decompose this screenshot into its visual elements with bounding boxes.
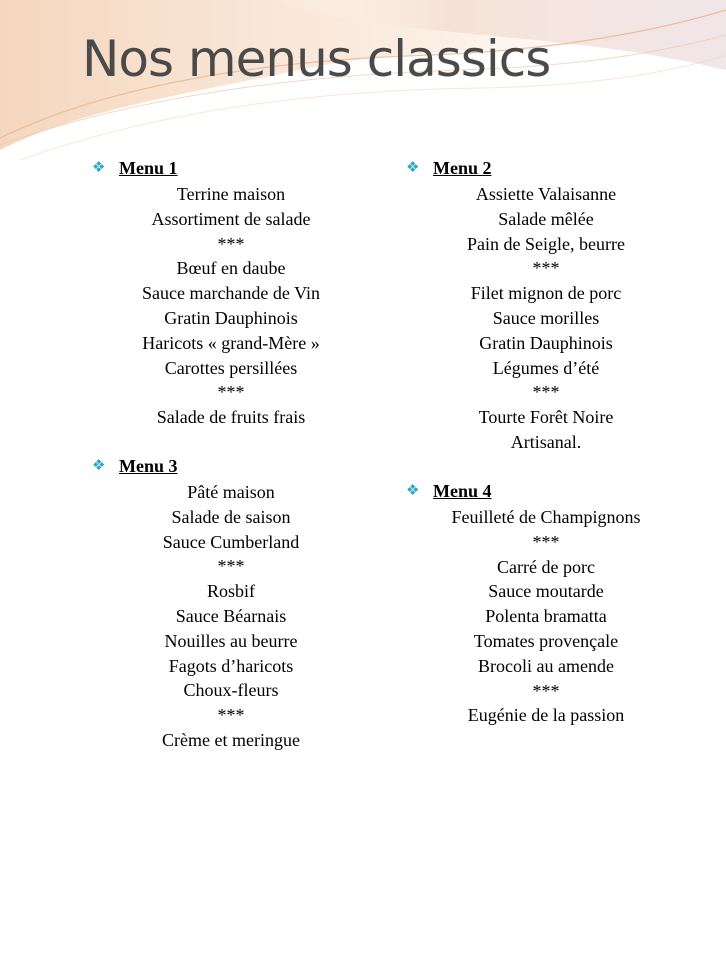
menu-3: [92, 455, 370, 753]
menu-item: Gratin Dauphinois: [479, 332, 613, 353]
menu-item: Tomates provençale: [473, 630, 619, 651]
menu-item: Rosbif: [206, 581, 255, 602]
diamond-bullet-icon: ❖: [406, 158, 420, 176]
menu-item: ***: [532, 680, 560, 701]
menu-item: ***: [217, 705, 245, 726]
menu-item: ***: [217, 382, 245, 403]
menu-item: Fagots d’haricots: [168, 655, 294, 676]
menu-item: Assiette Valaisanne: [475, 184, 617, 204]
menu-item: Sauce Cumberland: [162, 531, 300, 552]
menu-title: Menu 4: [433, 481, 492, 501]
menu-item: ***: [532, 382, 560, 403]
menu-item: Feuilleté de Champignons: [451, 507, 641, 527]
menu-items: [92, 182, 370, 430]
diamond-bullet-icon: ❖: [92, 456, 106, 474]
menu-item: Crème et meringue: [162, 729, 300, 750]
menu-items: [92, 480, 370, 753]
menu-item: Salade de fruits frais: [156, 407, 306, 428]
menu-items: [406, 505, 686, 728]
menu-item: Nouilles au beurre: [164, 630, 298, 651]
menu-item: Salade de saison: [171, 506, 291, 527]
menu-item: ***: [532, 531, 560, 552]
menu-item: Brocoli au amende: [478, 655, 614, 676]
menu-item: ***: [217, 556, 245, 577]
menu-item: ***: [532, 258, 560, 279]
menu-item: Sauce Béarnais: [175, 605, 287, 626]
menu-item: Polenta bramatta: [485, 606, 607, 627]
diamond-bullet-icon: ❖: [92, 158, 106, 176]
menu-item: Carottes persillées: [164, 357, 298, 378]
menu-item: ***: [217, 233, 245, 254]
menu-item: Terrine maison: [176, 184, 286, 204]
menu-title: Menu 3: [119, 456, 178, 476]
menu-title: Menu 2: [433, 158, 492, 178]
menu-title: Menu 1: [119, 158, 178, 178]
menu-item: Tourte Forêt Noire: [478, 407, 614, 428]
menu-2: [406, 157, 686, 455]
menu-items: [406, 182, 686, 455]
menu-item: Sauce marchande de Vin: [141, 283, 320, 304]
diamond-bullet-icon: ❖: [406, 481, 420, 499]
menu-4: [406, 480, 686, 728]
menu-item: Légumes d’été: [492, 357, 600, 378]
menu-item: Carré de porc: [497, 556, 595, 577]
menu-item: Eugénie de la passion: [467, 705, 625, 726]
menu-1: [92, 157, 370, 430]
menu-item: Pain de Seigle, beurre: [467, 233, 625, 254]
menu-item: Pâté maison: [187, 482, 275, 502]
menu-item: Sauce morilles: [492, 307, 600, 328]
page-title: Nos menus classics: [82, 30, 551, 88]
menu-item: Choux-fleurs: [183, 680, 279, 701]
menu-item: Sauce moutarde: [488, 581, 604, 602]
menu-item: Artisanal.: [510, 431, 582, 452]
menu-item: Assortiment de salade: [151, 208, 311, 229]
menu-item: Haricots « grand-Mère »: [142, 332, 320, 353]
menu-item: Bœuf en daube: [176, 258, 286, 279]
menu-item: Gratin Dauphinois: [164, 307, 298, 328]
menu-item: Filet mignon de porc: [470, 283, 622, 304]
menu-item: Salade mêlée: [498, 208, 594, 229]
